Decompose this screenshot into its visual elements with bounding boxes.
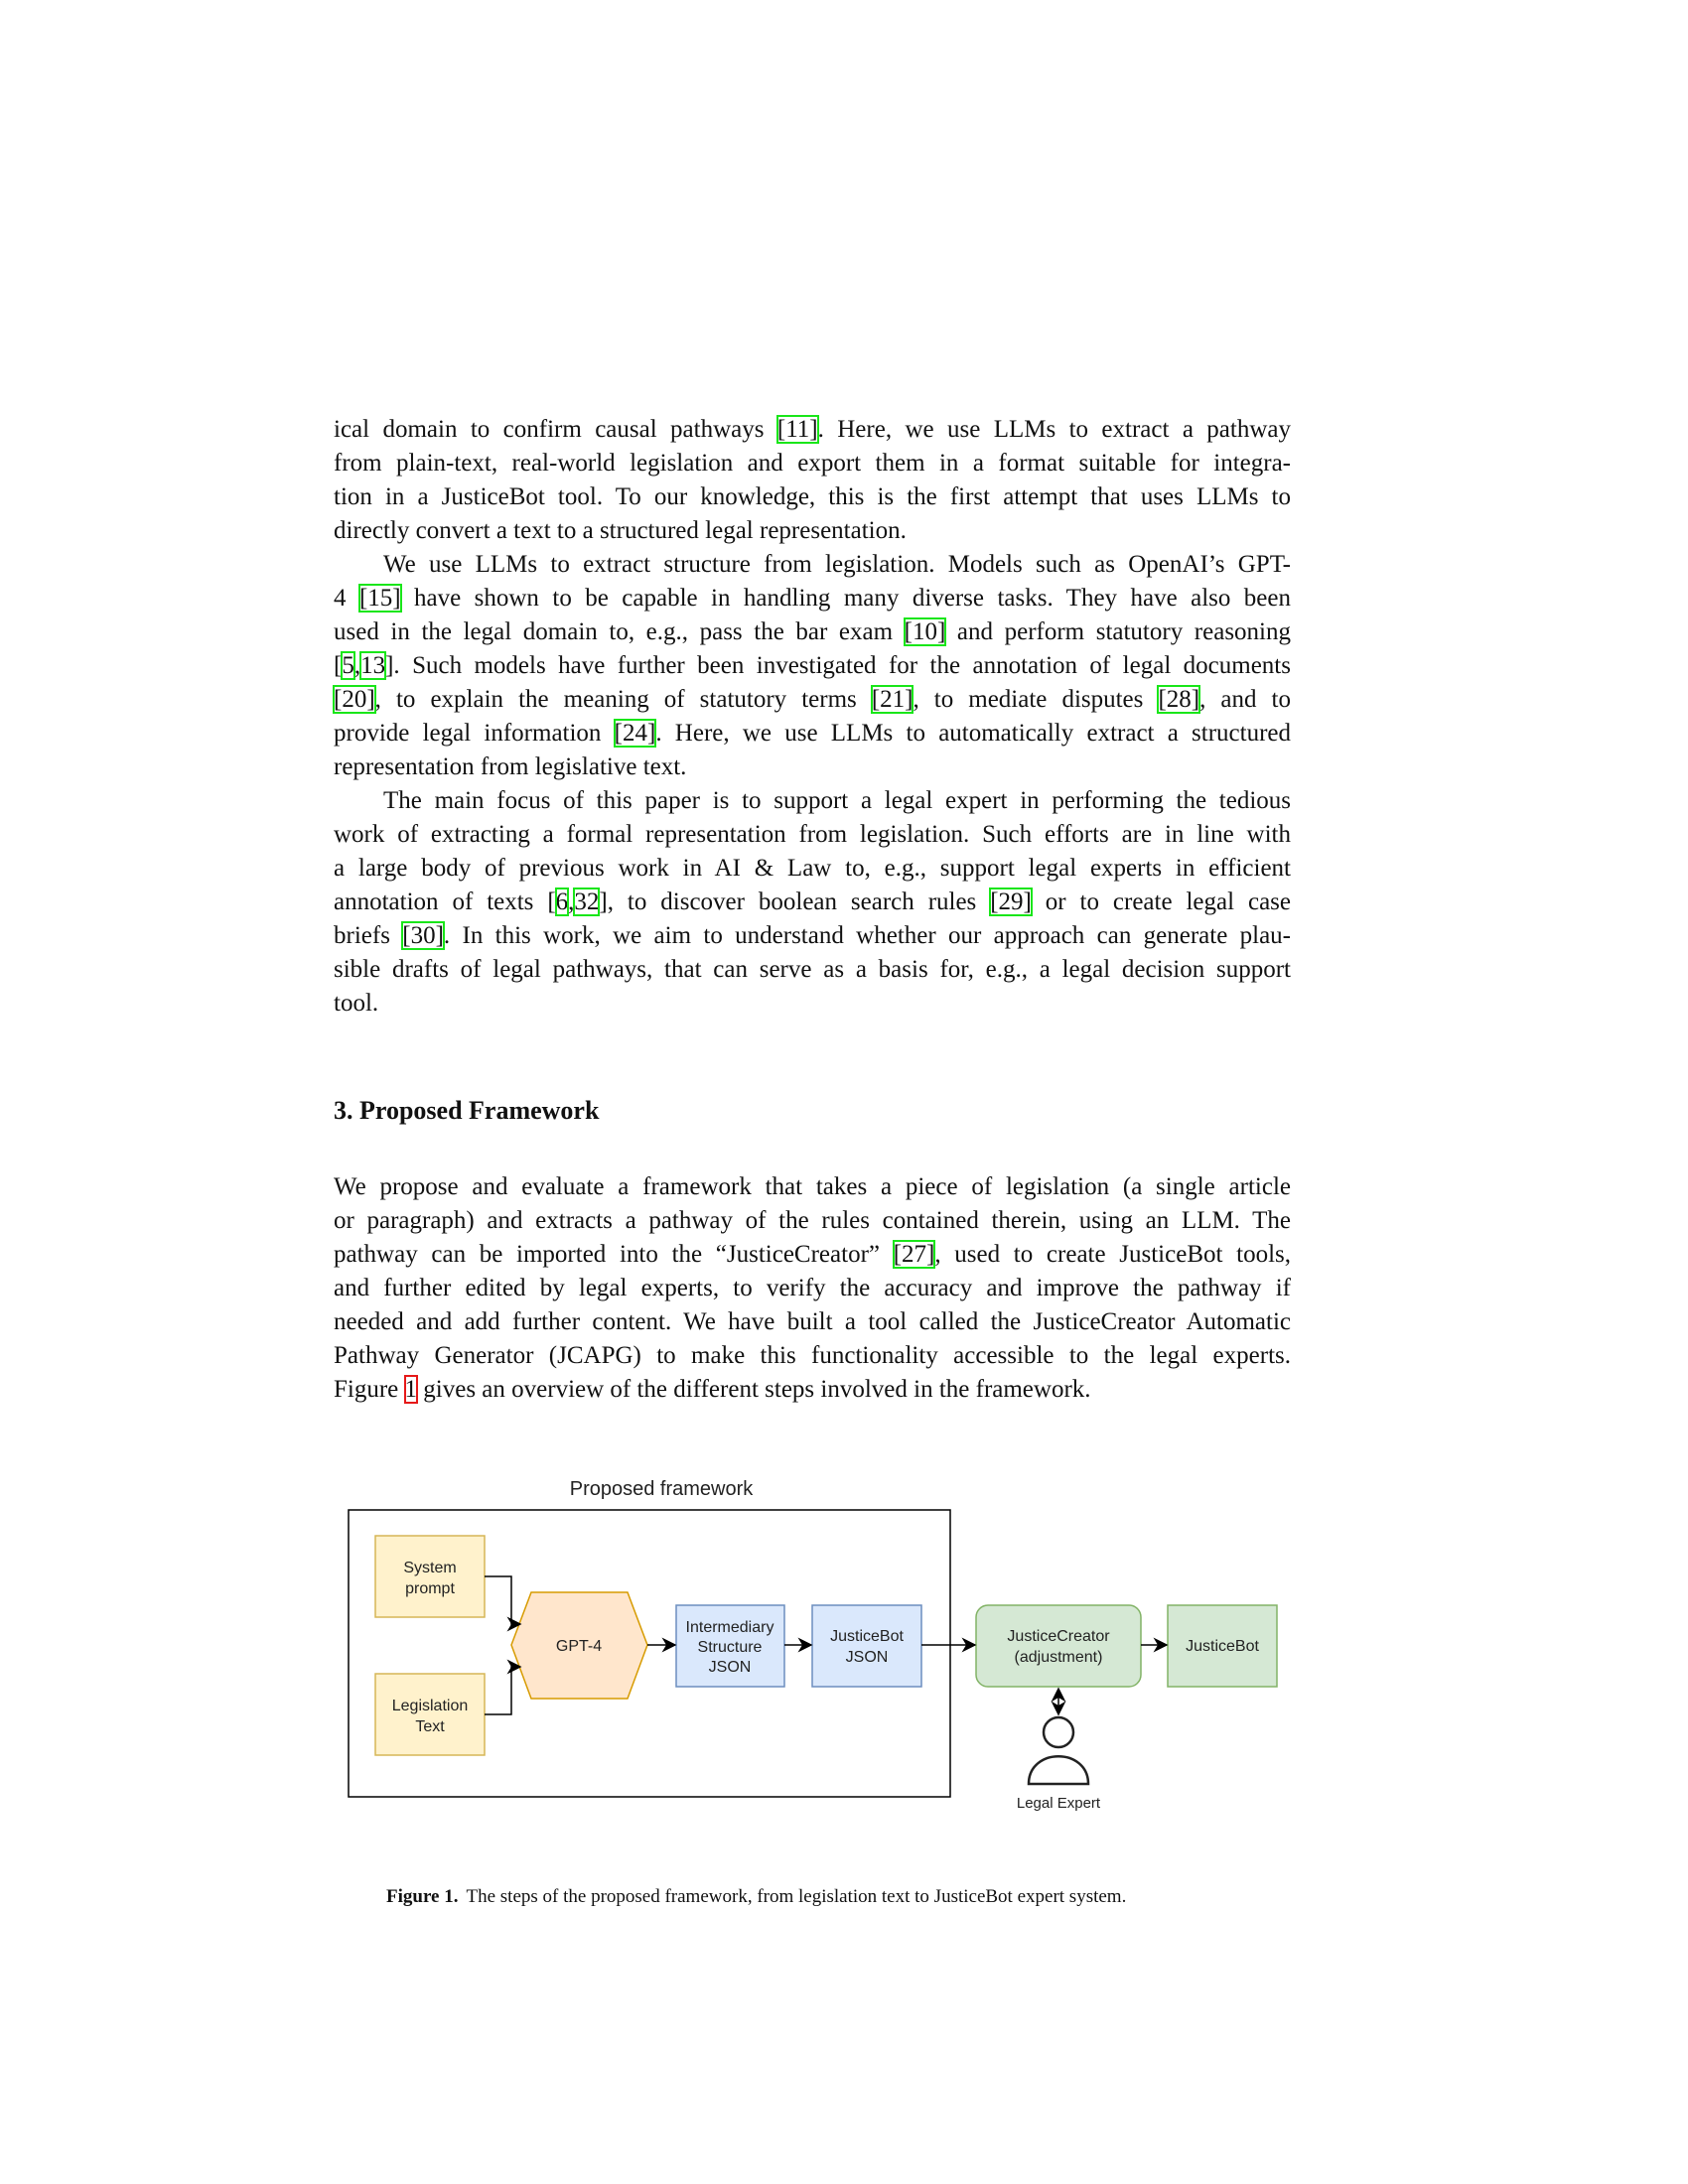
text-run: provide legal information [334,720,615,747]
svg-text:System: System [403,1560,457,1576]
text-run: We propose and evaluate a framework that takes a piece of legislation (a single article [334,1173,1291,1200]
text-run: ical domain to confirm causal pathways [334,416,777,443]
text-run: work of extracting a formal representation from legislation. Such efforts are in line with [334,821,1291,848]
citation-link[interactable]: [21] [871,686,914,713]
figure-caption [386,1886,1126,1908]
citation-link[interactable]: 13 [360,652,386,679]
text-run: , [568,888,575,915]
svg-text:Structure: Structure [697,1639,763,1656]
text-run: representation from legislative text. [334,753,687,780]
citation-link[interactable]: [10] [904,618,946,645]
citation-link[interactable]: 32 [574,888,600,915]
text-run: annotation of texts [ [334,888,556,915]
svg-text:GPT-4: GPT-4 [555,1638,603,1655]
text-run: , to mediate disputes [913,686,1159,713]
text-run: and further edited by legal experts, to verify the accuracy and improve the pathway if [334,1275,1291,1301]
text-run: . Here, we use LLMs to automatically extract a structured [655,720,1291,747]
text-run: gives an overview of the different steps involved in the framework. [417,1376,1091,1403]
citation-link[interactable]: [28] [1158,686,1200,713]
text-run: pathway can be imported into the “JusticeCreator” [334,1241,894,1268]
text-run: 4 [334,585,359,612]
text-run: sible drafts of legal pathways, that can serve as a basis for, e.g., a legal decision support [334,956,1291,983]
svg-text:Text: Text [415,1718,445,1735]
svg-text:JusticeBot: JusticeBot [830,1628,904,1645]
citation-link[interactable]: [30] [402,922,444,949]
citation-link[interactable]: [27] [893,1241,935,1268]
text-run: . Here, we use LLMs to extract a pathway [817,416,1291,443]
figure-link[interactable]: 1 [404,1376,418,1403]
text-run: , and to [1199,686,1291,713]
text-run: Pathway Generator (JCAPG) to make this functionality accessible to the legal experts. [334,1342,1291,1369]
citation-link[interactable]: [20] [334,686,375,713]
diagram-title: Proposed framework [569,1478,754,1500]
justicebot-json-node [812,1605,921,1687]
text-run: , to explain the meaning of statutory terms [374,686,872,713]
svg-text:prompt: prompt [405,1580,455,1597]
citation-link[interactable]: [29] [990,888,1032,915]
caption-text: The steps of the proposed framework, from legislation text to JusticeBot expert system. [466,1886,1127,1907]
citation-link[interactable]: [24] [614,720,656,747]
svg-text:Legislation: Legislation [391,1698,469,1714]
text-run: have shown to be capable in handling many diverse tasks. They have also been [400,585,1291,612]
citation-link[interactable]: 5 [342,652,354,679]
text-run: from plain-text, real-world legislation and export them in a format suitable for integra- [334,450,1291,477]
text-run: . In this work, we aim to understand whether our approach can generate plau- [443,922,1292,949]
text-run: We use LLMs to extract structure from legislation. Models such as OpenAI’s GPT- [383,551,1291,578]
svg-text:JSON: JSON [708,1659,752,1676]
text-run: tion in a JusticeBot tool. To our knowledge, this is the first attempt that uses LLMs to [334,483,1291,510]
text-run: , used to create JusticeBot tools, [934,1241,1291,1268]
caption-label: Figure 1. [386,1886,459,1907]
justicebot-node [1168,1605,1277,1687]
gpt4-node [511,1592,647,1699]
text-run: ]. Such models have further been investigated for the annotation of legal documents [385,652,1291,679]
svg-text:Intermediary: Intermediary [685,1619,774,1636]
citation-link[interactable]: [11] [776,416,818,443]
svg-text:JusticeCreator: JusticeCreator [1007,1628,1110,1645]
text-run: or to create legal case [1031,888,1291,915]
text-run: directly convert a text to a structured legal representation. [334,517,907,544]
justicecreator-node [976,1605,1141,1687]
system-prompt-node [375,1536,485,1617]
svg-text:JSON: JSON [845,1649,889,1666]
legal-expert-person-icon [1029,1717,1088,1784]
text-run: , [353,652,361,679]
svg-text:(adjustment): (adjustment) [1014,1649,1103,1666]
text-run: used in the legal domain to, e.g., pass the bar exam [334,618,905,645]
text-run: [ [334,652,343,679]
intermediary-json-node [676,1605,784,1687]
text-run: or paragraph) and extracts a pathway of the rules contained therein, using an LLM. The [334,1207,1291,1234]
citation-link[interactable]: 6 [555,888,569,915]
text-run: a large body of previous work in AI & Law to, e.g., support legal experts in efficient [334,855,1291,882]
text-run: and perform statutory reasoning [945,618,1291,645]
text-run: tool. [334,990,379,1017]
text-run: needed and add further content. We have built a tool called the JusticeCreator Automatic [334,1308,1291,1335]
legislation-text-node [375,1674,485,1755]
legal-expert-label: Legal Expert [1016,1795,1101,1812]
svg-text:JusticeBot: JusticeBot [1186,1638,1259,1655]
text-run: The main focus of this paper is to support a legal expert in performing the tedious [383,787,1291,814]
citation-link[interactable]: [15] [358,585,401,612]
text-run: Figure [334,1376,405,1403]
section-heading: 3. Proposed Framework [334,1096,600,1125]
text-run: briefs [334,922,403,949]
text-run: ], to discover boolean search rules [599,888,991,915]
